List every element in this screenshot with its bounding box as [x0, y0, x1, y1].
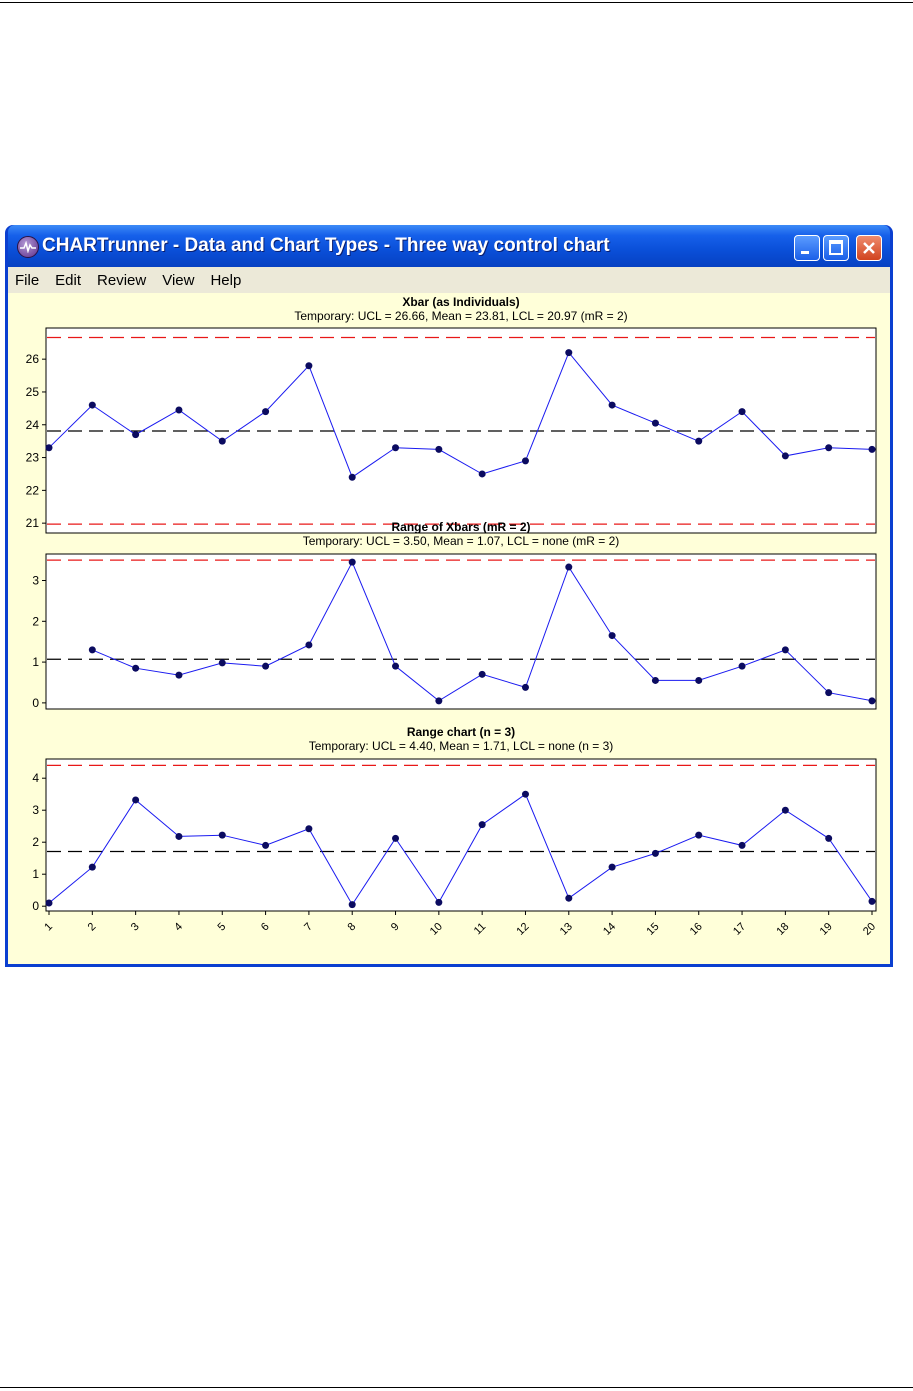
minimize-button[interactable]: [794, 235, 820, 261]
menu-review[interactable]: Review: [97, 271, 147, 289]
x-tick-label: 20: [860, 920, 879, 938]
chart-2-plot: [46, 554, 876, 709]
y-tick-label: 1: [32, 655, 39, 670]
data-point: [565, 564, 572, 571]
chart-3-subtitle: Temporary: UCL = 4.40, Mean = 1.71, LCL = none (n = 3): [308, 739, 614, 753]
chartrunner-app-icon[interactable]: [17, 236, 39, 258]
y-tick-label: 1: [32, 867, 39, 882]
x-tick-label: 4: [172, 920, 186, 934]
data-point: [305, 825, 312, 832]
x-tick-label: 15: [644, 920, 662, 938]
data-point: [565, 895, 572, 902]
data-point: [565, 349, 572, 356]
menu-bar: [8, 267, 890, 293]
data-point: [349, 559, 356, 566]
data-point: [609, 632, 616, 639]
y-tick-label: 25: [25, 384, 39, 399]
page-top-rule: [0, 2, 913, 3]
data-point: [435, 446, 442, 453]
data-point: [869, 898, 876, 905]
data-point: [175, 672, 182, 679]
y-tick-label: 24: [25, 417, 39, 432]
close-icon: [857, 236, 881, 260]
data-point: [132, 431, 139, 438]
x-tick-label: 3: [128, 920, 142, 934]
menu-file[interactable]: File: [15, 271, 40, 289]
chart-area: [8, 293, 890, 964]
maximize-icon: [824, 236, 848, 260]
data-point: [175, 833, 182, 840]
data-point: [869, 446, 876, 453]
x-tick-label: 9: [388, 920, 402, 934]
data-point: [695, 677, 702, 684]
data-point: [522, 684, 529, 691]
x-tick-label: 2: [85, 920, 99, 934]
data-point: [739, 408, 746, 415]
data-point: [132, 796, 139, 803]
data-point: [782, 807, 789, 814]
data-point: [46, 444, 53, 451]
chart-1-title: Xbar (as Individuals): [402, 295, 520, 309]
data-point: [522, 791, 529, 798]
y-tick-label: 2: [32, 614, 39, 629]
data-point: [262, 842, 269, 849]
data-point: [479, 470, 486, 477]
data-point: [522, 457, 529, 464]
menu-view[interactable]: View: [162, 271, 195, 289]
data-point: [652, 420, 659, 427]
data-point: [479, 821, 486, 828]
y-tick-label: 26: [25, 352, 39, 367]
maximize-button[interactable]: [823, 235, 849, 261]
x-tick-label: 5: [215, 920, 229, 934]
y-tick-label: 3: [32, 803, 39, 818]
y-tick-label: 23: [25, 450, 39, 465]
data-point: [435, 697, 442, 704]
data-point: [695, 438, 702, 445]
data-point: [349, 901, 356, 908]
menu-help[interactable]: Help: [210, 271, 242, 289]
data-point: [349, 474, 356, 481]
data-point: [132, 665, 139, 672]
x-tick-label: 14: [601, 920, 619, 938]
data-point: [392, 835, 399, 842]
x-tick-label: 17: [731, 920, 749, 938]
data-point: [305, 641, 312, 648]
chart-3-plot: [46, 759, 876, 911]
data-point: [825, 835, 832, 842]
y-tick-label: 22: [25, 483, 39, 498]
data-point: [262, 408, 269, 415]
data-point: [869, 697, 876, 704]
title-bar[interactable]: [8, 225, 890, 267]
y-tick-label: 21: [25, 516, 39, 531]
data-point: [652, 850, 659, 857]
x-tick-label: 1: [42, 920, 56, 934]
x-tick-label: 18: [774, 920, 792, 938]
data-point: [825, 444, 832, 451]
minimize-icon: [795, 236, 819, 260]
y-tick-label: 4: [32, 771, 39, 786]
data-point: [392, 444, 399, 451]
page-bottom-rule: [0, 1387, 913, 1388]
y-tick-label: 0: [32, 899, 39, 914]
x-tick-label: 19: [817, 920, 835, 938]
data-point: [262, 663, 269, 670]
x-tick-label: 7: [302, 920, 316, 934]
chart-3-title: Range chart (n = 3): [406, 725, 516, 739]
x-tick-label: 10: [427, 920, 445, 938]
data-point: [219, 832, 226, 839]
y-tick-label: 2: [32, 835, 39, 850]
data-point: [782, 646, 789, 653]
x-tick-label: 16: [687, 920, 705, 938]
x-tick-label: 8: [345, 920, 359, 934]
data-point: [392, 663, 399, 670]
x-tick-label: 13: [557, 920, 575, 938]
data-point: [609, 864, 616, 871]
data-point: [435, 899, 442, 906]
data-point: [46, 900, 53, 907]
data-point: [89, 402, 96, 409]
data-point: [219, 659, 226, 666]
data-point: [825, 689, 832, 696]
x-tick-label: 6: [258, 920, 272, 934]
y-tick-label: 0: [32, 695, 39, 710]
window-title: CHARTrunner - Data and Chart Types - Three way control chart: [42, 235, 610, 256]
data-point: [219, 438, 226, 445]
data-point: [739, 663, 746, 670]
y-tick-label: 3: [32, 573, 39, 588]
data-point: [89, 646, 96, 653]
chart-1-subtitle: Temporary: UCL = 26.66, Mean = 23.81, LCL = 20.97 (mR = 2): [294, 309, 628, 323]
control-charts: [8, 293, 890, 964]
data-point: [175, 407, 182, 414]
menu-edit[interactable]: Edit: [55, 271, 82, 289]
chartrunner-window: [5, 225, 893, 967]
data-point: [652, 677, 659, 684]
chart-2-title: Range of Xbars (mR = 2): [391, 520, 531, 534]
data-point: [609, 402, 616, 409]
data-point: [739, 842, 746, 849]
x-tick-label: 11: [471, 920, 489, 938]
data-point: [305, 362, 312, 369]
data-point: [782, 452, 789, 459]
close-button[interactable]: [856, 235, 882, 261]
data-point: [89, 864, 96, 871]
chart-2-subtitle: Temporary: UCL = 3.50, Mean = 1.07, LCL = none (mR = 2): [302, 534, 620, 548]
data-point: [479, 671, 486, 678]
data-point: [695, 832, 702, 839]
x-tick-label: 12: [514, 920, 532, 938]
